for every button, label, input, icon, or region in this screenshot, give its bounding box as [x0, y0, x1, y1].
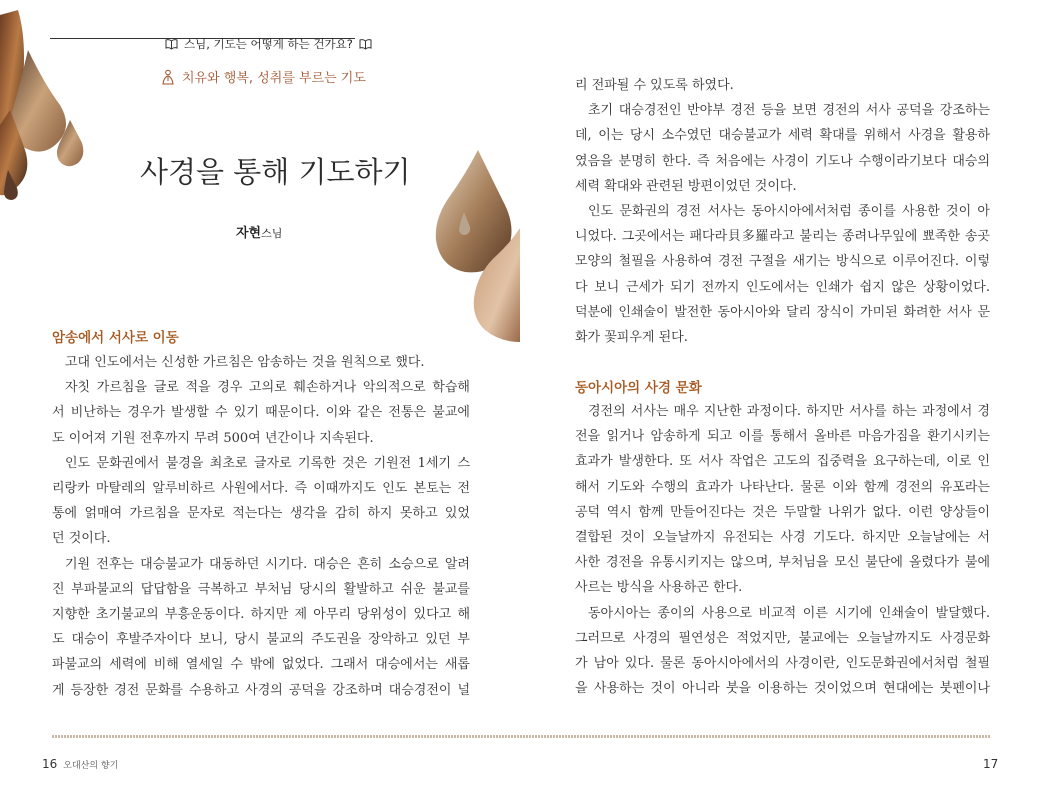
right-column-bottom-text	[575, 399, 990, 701]
text-line: 리랑카 마탈레의 알루비하르 사원에서다. 즉 이때까지도 인도 본토는 전	[52, 481, 470, 497]
text-line: 사르는 방식을 사용하곤 한다.	[575, 580, 743, 596]
text-line: 자칫 가르침을 글로 적을 경우 고의로 훼손하거나 악의적으로 학습해	[65, 380, 470, 396]
text-line: 을 사용하는 것이 아니라 붓을 이용하는 것이었으며 현대에는 붓펜이나	[575, 681, 990, 697]
text-line: 고대 인도에서는 신성한 가르침은 암송하는 것을 원칙으로 했다.	[65, 355, 425, 370]
series-subtitle	[160, 67, 366, 86]
section-heading: 동아시아의 사경 문화	[575, 380, 702, 396]
author-byline	[236, 222, 282, 241]
footer-rule	[52, 735, 990, 738]
text-line: 초기 대승경전인 반야부 경전 등을 보면 경전의 서사 공덕을 강조하는	[588, 103, 990, 119]
text-line: 도 이어져 기원 전후까지 무려 500여 년간이나 지속된다.	[52, 430, 374, 446]
photo-drop	[0, 10, 24, 175]
text-line: 다 보니 근세가 되기 전까지 인도에서는 인쇄가 쉽지 않은 상황이었다.	[575, 279, 990, 295]
author-suffix: 스님	[261, 227, 283, 240]
photo-drop	[436, 150, 512, 272]
text-line: 사한 경전을 유통시키지는 않으며, 부처님을 모신 불단에 올렸다가 불에	[575, 555, 990, 571]
running-title	[165, 36, 372, 52]
text-line: 리 전파될 수 있도록 하였다.	[575, 78, 734, 93]
book-icon	[165, 38, 178, 50]
text-line: 인도 문화권에서 불경을 최초로 글자로 기록한 것은 기원전 1세기 스	[65, 455, 470, 471]
text-line: 결합된 것이 오늘날까지 유전되는 사경 기도다. 하지만 오늘날에는 서	[575, 530, 990, 546]
text-line: 경전의 서사는 매우 지난한 과정이다. 하지만 서사를 하는 과정에서 경	[588, 404, 990, 419]
text-line: 였음을 분명히 한다. 즉 처음에는 사경이 기도나 수행이라기보다 대승의	[575, 153, 990, 169]
article-title: 사경을 통해 기도하기	[140, 155, 411, 189]
left-column-text	[52, 350, 470, 703]
magazine-name: 오대산의 향기	[63, 761, 119, 771]
right-column-top-text	[575, 73, 990, 350]
text-line: 모양의 철필을 사용하여 경전 구절을 새기는 방식으로 이루어진다. 이렇	[575, 254, 990, 270]
photo-drop	[4, 170, 18, 200]
text-line: 공덕 역시 함께 만들어진다는 것은 두말할 나위가 없다. 이런 양상들이	[575, 504, 990, 520]
text-line: 해서 기도와 수행의 효과가 나타난다. 물론 이와 함께 경전의 유포라는	[575, 479, 990, 495]
text-line: 가 남아 있다. 물론 동아시아에서의 사경이란, 인도문화권에서처럼 철필	[575, 656, 990, 672]
text-line: 그러므로 사경의 필연성은 적었지만, 불교에는 오늘날까지도 사경문화	[575, 630, 990, 646]
text-line: 덕분에 인쇄술이 발전한 동아시아와 달리 장식이 가미된 화려한 서사 문	[575, 304, 990, 320]
subtitle-text: 치유와 행복, 성취를 부르는 기도	[182, 71, 366, 86]
text-line: 통에 얽매여 가르침을 문자로 적는다는 생각을 감히 하지 못하고 있었	[52, 506, 470, 522]
footer-left	[42, 757, 118, 771]
author-name: 자현	[236, 226, 262, 241]
photo-drop	[459, 212, 470, 235]
book-icon	[359, 38, 372, 50]
text-line: 동아시아는 종이의 사용으로 비교적 이른 시기에 인쇄술이 발달했다.	[588, 605, 990, 621]
text-line: 파불교의 세력에 비해 열세일 수 밖에 없었다. 그래서 대승에서는 새롭	[52, 657, 470, 673]
praying-monk-icon	[160, 69, 176, 85]
text-line: 도 대승이 후발주자이다 보니, 당시 불교의 주도권을 장악하고 있던 부	[52, 632, 470, 648]
photo-drop	[0, 110, 27, 195]
text-line: 전을 읽거나 암송하게 되고 이를 통해서 올바른 마음가짐을 환기시키는	[575, 429, 990, 445]
text-line: 인도 문화권의 경전 서사는 동아시아에서처럼 종이를 사용한 것이 아	[588, 204, 990, 220]
running-title-text: 스님, 기도는 어떻게 하는 건가요?	[184, 37, 353, 51]
page-number-right: 17	[983, 757, 999, 771]
text-line: 화가 꽃피우게 된다.	[575, 330, 688, 346]
text-line: 데, 이는 당시 소수였던 대승불교가 세력 확대를 위해서 사경을 활용하	[575, 128, 990, 144]
photo-drop	[57, 120, 83, 166]
section-heading: 암송에서 서사로 이동	[52, 330, 179, 346]
text-line: 니었다. 그곳에서는 패다라貝多羅라고 불리는 종려나무잎에 뾰족한 송곳	[575, 229, 990, 245]
photo-drop	[474, 228, 520, 342]
page-number-left: 16	[42, 757, 58, 771]
text-line: 게 등장한 경전 문화를 수용하고 사경의 공덕을 강조하며 대승경전이 널	[52, 682, 470, 698]
text-line: 서 비난하는 경우가 발생할 수 있기 때문이다. 이와 같은 전통은 불교에	[52, 405, 470, 421]
photo-drop	[10, 50, 66, 152]
text-line: 세력 확대와 관련된 방편이었던 것이다.	[575, 178, 797, 194]
text-line: 지향한 초기불교의 부흥운동이다. 하지만 제 아무리 당위성이 있다고 해	[52, 607, 470, 623]
text-line: 던 것이다.	[52, 531, 111, 547]
text-line: 진 부파불교의 답답함을 극복하고 부처님 당시의 활발하고 쉬운 불교를	[52, 581, 470, 597]
text-line: 효과가 발생한다. 또 서사 작업은 고도의 집중력을 요구하는데, 이로 인	[575, 454, 990, 470]
text-line: 기원 전후는 대승불교가 대동하던 시기다. 대승은 흔히 소승으로 알려	[65, 556, 470, 572]
